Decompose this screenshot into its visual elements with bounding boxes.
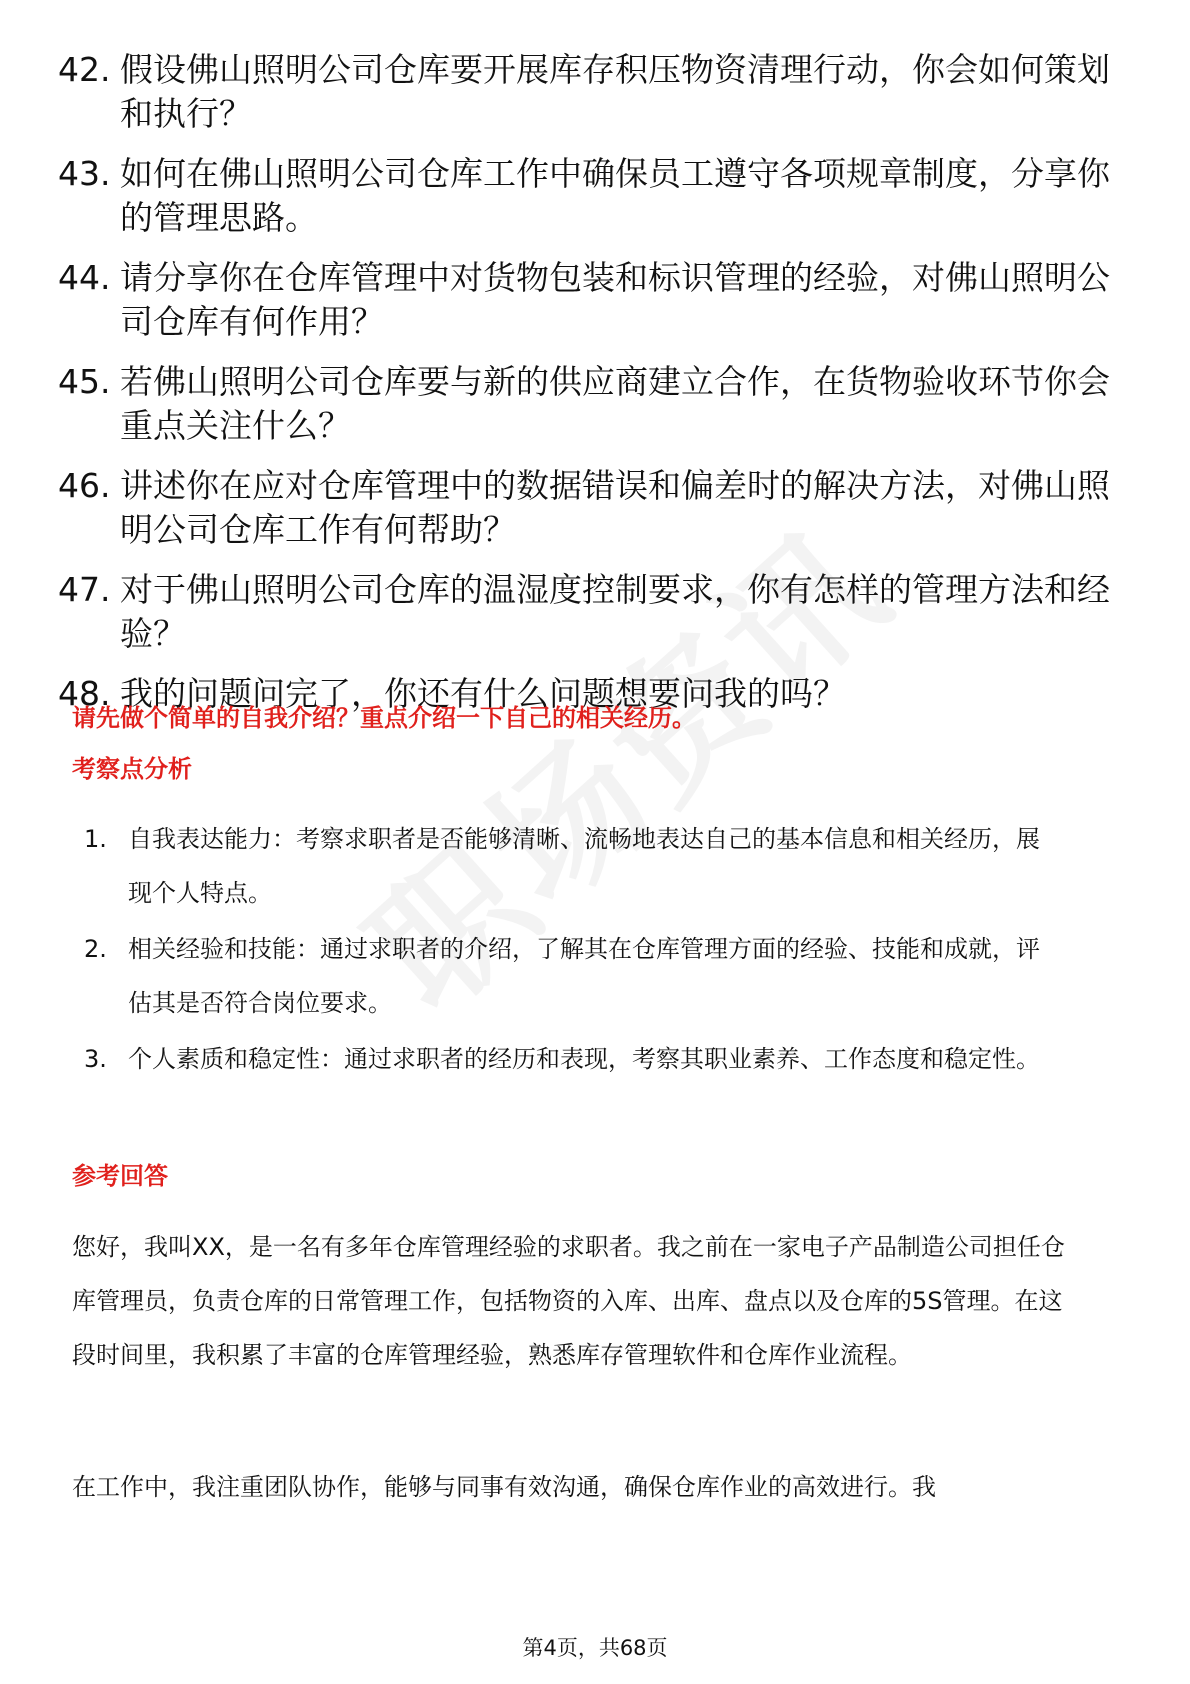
point-text: 个人素质和稳定性：通过求职者的经历和表现，考察其职业素养、工作态度和稳定性。 [128, 1045, 1040, 1073]
point-text: 自我表达能力：考察求职者是否能够清晰、流畅地表达自己的基本信息和相关经历，展现个人特点。 [128, 825, 1040, 907]
point-text: 相关经验和技能：通过求职者的介绍，了解其在仓库管理方面的经验、技能和成就，评估其是否符合岗位要求。 [128, 935, 1040, 1017]
question-text: 讲述你在应对仓库管理中的数据错误和偏差时的解决方法，对佛山照明公司仓库工作有何帮助？ [120, 466, 1110, 549]
question-item [58, 360, 1118, 448]
reference-title: 参考回答 [72, 1162, 168, 1190]
question-text: 若佛山照明公司仓库要与新的供应商建立合作，在货物验收环节你会重点关注什么？ [120, 362, 1110, 445]
question-text: 对于佛山照明公司仓库的温湿度控制要求，你有怎样的管理方法和经验？ [120, 570, 1110, 653]
question-text: 假设佛山照明公司仓库要开展库存积压物资清理行动，你会如何策划和执行？ [120, 50, 1110, 133]
question-list [58, 48, 1118, 732]
question-item [58, 256, 1118, 344]
question-number: 45. [58, 362, 111, 401]
point-number: 2. [84, 935, 107, 963]
answer-paragraph: 在工作中，我注重团队协作，能够与同事有效沟通，确保仓库作业的高效进行。我 [72, 1473, 936, 1501]
question-text: 我的问题问完了，你还有什么问题想要问我的吗？ [120, 674, 846, 713]
question-number: 44. [58, 258, 111, 297]
question-number: 42. [58, 50, 111, 89]
question-item [58, 152, 1118, 240]
question-number: 46. [58, 466, 111, 505]
question-text: 如何在佛山照明公司仓库工作中确保员工遵守各项规章制度，分享你的管理思路。 [120, 154, 1110, 237]
analysis-points [84, 812, 1044, 1088]
analysis-point [84, 922, 1044, 1030]
page-footer: 第4页，共68页 [522, 1636, 668, 1660]
question-item [58, 464, 1118, 552]
question-item [58, 48, 1118, 136]
question-number: 43. [58, 154, 111, 193]
question-text: 请分享你在仓库管理中对货物包装和标识管理的经验，对佛山照明公司仓库有何作用？ [120, 258, 1110, 341]
analysis-point [84, 812, 1044, 920]
question-item [58, 568, 1118, 656]
point-number: 1. [84, 825, 107, 853]
answer-paragraph: 您好，我叫XX，是一名有多年仓库管理经验的求职者。我之前在一家电子产品制造公司担任仓库管理员，负责仓库的日常管理工作，包括物资的入库、出库、盘点以及仓库的5S管理。在这段时间里，我积累了丰富的仓库管理经验，熟悉库存管理软件和仓库作业流程。 [72, 1233, 1065, 1369]
question-title: 请先做个简单的自我介绍？重点介绍一下自己的相关经历。 [72, 704, 696, 732]
question-number: 48. [58, 674, 111, 713]
point-number: 3. [84, 1045, 107, 1073]
analysis-title: 考察点分析 [72, 755, 192, 783]
analysis-point [84, 1032, 1044, 1086]
question-number: 47. [58, 570, 111, 609]
